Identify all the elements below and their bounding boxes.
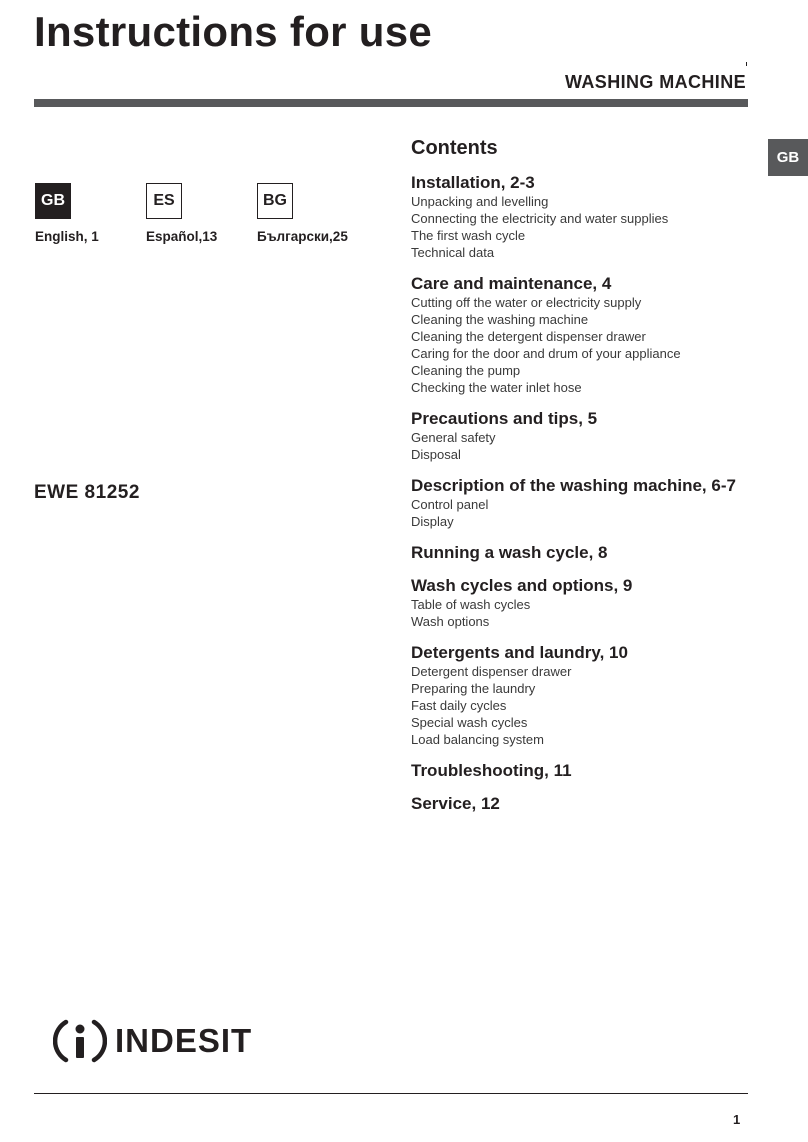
section-item: Display	[411, 514, 454, 529]
indesit-logo-icon	[53, 1014, 107, 1068]
page-number: 1	[733, 1112, 741, 1127]
document-subtitle: WASHING MACHINE	[565, 72, 746, 92]
section-item: Detergent dispenser drawer	[411, 664, 572, 679]
section-title: Wash cycles and options, 9	[411, 576, 633, 595]
section-item: Checking the water inlet hose	[411, 380, 582, 395]
contents-section	[411, 576, 751, 630]
section-item: Cleaning the pump	[411, 363, 521, 378]
section-item: Cleaning the detergent dispenser drawer	[411, 329, 646, 344]
language-gb	[35, 183, 99, 244]
contents-section	[411, 761, 751, 781]
section-title: Service, 12	[411, 794, 500, 813]
section-item: Technical data	[411, 245, 495, 260]
language-label: English, 1	[35, 229, 99, 244]
section-item: General safety	[411, 430, 496, 445]
language-side-tab: GB	[768, 139, 808, 176]
language-bg	[257, 183, 348, 244]
language-es	[146, 183, 217, 244]
section-item: Wash options	[411, 614, 490, 629]
brand-logo	[53, 1014, 252, 1068]
section-title: Running a wash cycle, 8	[411, 543, 608, 562]
language-label: Español,13	[146, 229, 218, 244]
language-code-badge: GB	[35, 183, 71, 219]
section-title: Troubleshooting, 11	[411, 761, 572, 780]
section-item: Cutting off the water or electricity supply	[411, 295, 642, 310]
section-item: Disposal	[411, 447, 461, 462]
section-item: Control panel	[411, 497, 489, 512]
contents-section	[411, 409, 751, 463]
language-code-badge: ES	[146, 183, 182, 219]
section-item: Connecting the electricity and water supplies	[411, 211, 669, 226]
corner-tick	[746, 62, 747, 66]
section-title: Precautions and tips, 5	[411, 409, 598, 428]
section-item: Cleaning the washing machine	[411, 312, 589, 327]
page-title: Instructions for use	[34, 8, 433, 55]
contents-section	[411, 794, 751, 814]
contents-section	[411, 476, 751, 530]
contents-heading: Contents	[411, 137, 498, 159]
section-title: Description of the washing machine, 6-7	[411, 476, 736, 495]
footer-rule	[34, 1093, 748, 1094]
section-title: Detergents and laundry, 10	[411, 643, 628, 662]
section-item: Unpacking and levelling	[411, 194, 549, 209]
section-item: Fast daily cycles	[411, 698, 507, 713]
contents-section	[411, 274, 751, 396]
contents-section	[411, 643, 751, 748]
section-item: Caring for the door and drum of your appliance	[411, 346, 681, 361]
model-number: EWE 81252	[34, 482, 140, 503]
section-item: Special wash cycles	[411, 715, 528, 730]
contents-section	[411, 543, 751, 563]
language-label: Български,25	[257, 229, 348, 244]
section-title: Care and maintenance, 4	[411, 274, 612, 293]
section-item: Preparing the laundry	[411, 681, 536, 696]
table-of-contents	[411, 137, 751, 827]
contents-section	[411, 173, 751, 261]
section-item: The first wash cycle	[411, 228, 526, 243]
section-item: Table of wash cycles	[411, 597, 531, 612]
brand-name: INDESIT	[115, 1022, 253, 1059]
language-code-badge: BG	[257, 183, 293, 219]
section-item: Load balancing system	[411, 732, 544, 747]
section-title: Installation, 2-3	[411, 173, 535, 192]
contents-sections	[411, 173, 751, 814]
header-rule	[34, 99, 748, 107]
